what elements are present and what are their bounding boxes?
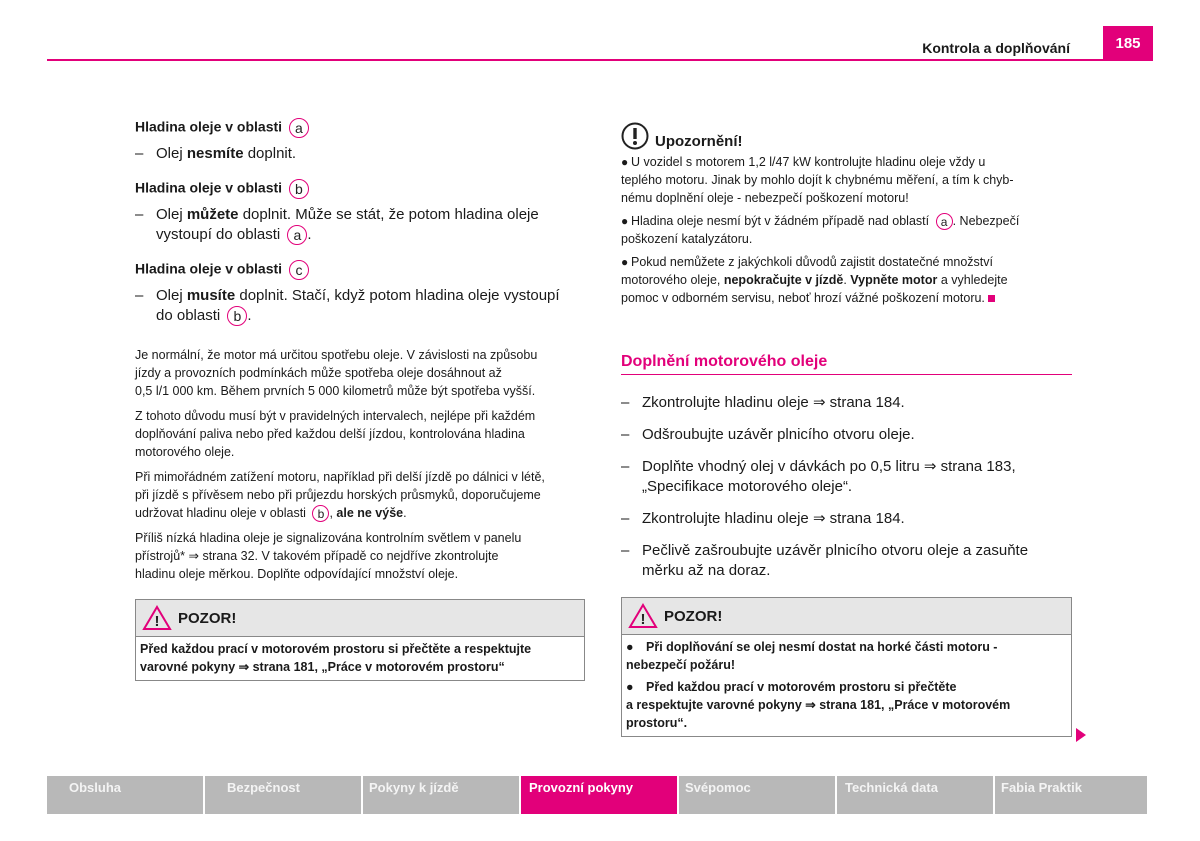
step-item: – Odšroubujte uzávěr plnicího otvoru oleje.: [621, 426, 915, 444]
nav-tab-technicka-data[interactable]: Technická data: [837, 776, 993, 814]
page-number: 185: [1103, 26, 1153, 60]
paragraph-load: Při mimořádném zatížení motoru, například při delší jízdě po dálnici v létě, při jízdě s přívěsem nebo při průjezdu horských průsmyků, doporučujeme udržovat hladinu oleje v oblasti b , ale ne výše.: [135, 470, 545, 521]
warning-text: Před každou prací v motorovém prostoru si přečtěte a respektujte varovné pokyny ⇒ strana 181, „Práce v motorovém prostoru“: [140, 642, 532, 675]
level-a-heading: Hladina oleje v oblasti a: [135, 118, 585, 138]
steps-list: [621, 393, 1072, 581]
step-item: – Doplňte vhodný olej v dávkách po 0,5 litru ⇒ strana 183, „Specifikace motorového oleje“.: [621, 458, 1016, 496]
nav-tab-fabia-praktik[interactable]: Fabia Praktik: [995, 776, 1147, 814]
nav-tab-svepomoc[interactable]: Svépomoc: [679, 776, 835, 814]
warning-header: ! POZOR!: [136, 600, 584, 637]
notice-bullet-2: ● Hladina oleje nesmí být v žádném případě nad oblastí a . Nebezpečí: [621, 214, 1020, 229]
paragraph-interval: Z tohoto důvodu musí být v pravidelných intervalech, nejlépe při každém doplňování paliva nebo před každou delší jízdou, kontrolována hladina motorového oleje.: [135, 409, 536, 460]
nav-tab-provozni-pokyny[interactable]: Provozní pokyny: [521, 776, 677, 814]
right-column: Upozornění! ● U vozidel s motorem 1,2 l/47 kW kontrolujte hladinu oleje vždy u teplého motoru. Jinak by mohlo dojít k chybnému měření, a tím k chyb- nému doplnění oleje - nebezpečí poškození motoru! ● Hladina oleje nesmí být v žádném případě nad oblastí a . Nebezpečí poškození katalyzátoru. ● Pokud nemůžete z jakýchkoli důvodů zajistit dostatečné množství motorového oleje, nepokračujte v jízdě. Vypněte motor a vyhledejte pomoc v odborném servisu, neboť hrozí vážné poškození motoru. Doplnění motorového oleje – Zkontrolujte hladinu oleje ⇒ strana 184. – Odšroubujte uzávěr plnicího otvoru oleje. – Doplňte vhodný olej v dávkách po 0,5 litru ⇒ strana 183, „Specifikace motorového oleje“. – Zkontrolujte hladinu oleje ⇒ strana 184. – Pečlivě zašroubujte uzávěr plnicího otvoru oleje a zasuňte měrku až na doraz. ! POZOR! ● Při doplňování se olej nesmí dostat na horké části motoru - nebezpečí požáru! ● Před každou prací v motorovém prostoru si přečtěte a respektujte varovné pokyny ⇒ strana 181, „Práce v motorovém prostoru“.: [621, 122, 1072, 737]
step-item: – Pečlivě zašroubujte uzávěr plnicího otvoru oleje a zasuňte měrku až na doraz.: [621, 542, 1029, 580]
end-square-icon: [988, 295, 995, 302]
notice-bullet-1: ● U vozidel s motorem 1,2 l/47 kW kontrolujte hladinu oleje vždy u: [621, 155, 986, 169]
exclamation-circle-icon: [621, 122, 649, 150]
left-column: [135, 118, 585, 681]
paragraph-warning-light: Příliš nízká hladina oleje je signalizována kontrolním světlem v panelu přístrojů* ⇒ strana 32. V takovém případě co nejdříve zkontrolujte hladinu oleje měrkou. Doplňte odpovídající množství oleje.: [135, 531, 522, 582]
marker-c: c: [289, 260, 309, 280]
level-b-item: – Olej můžete doplnit. Může se stát, že potom hladina oleje vystoupí do oblasti a .: [135, 206, 539, 244]
warning-text: ● Při doplňování se olej nesmí dostat na horké části motoru - nebezpečí požáru! ● Před každou prací v motorovém prostoru si přečtěte a respektujte varovné pokyny ⇒ strana 181, „Práce v motorovém prostoru“.: [626, 640, 1011, 731]
header-rule: [47, 59, 1153, 61]
marker-a: a: [289, 118, 309, 138]
next-page-arrow-icon[interactable]: [1076, 728, 1086, 742]
svg-text:!: !: [154, 613, 160, 631]
notice-heading: Upozornění!: [621, 122, 1072, 150]
chapter-title: Kontrola a doplňování: [922, 40, 1070, 56]
warning-box-left: [135, 599, 585, 681]
notice-bullet-3: ● Pokud nemůžete z jakýchkoli důvodů zajistit dostatečné množství: [621, 255, 993, 270]
marker-b: b: [289, 179, 309, 199]
svg-text:!: !: [640, 611, 646, 629]
nav-tab-obsluha[interactable]: Obsluha: [47, 776, 203, 814]
warning-triangle-icon: [628, 603, 658, 629]
chapter-nav: [47, 776, 1147, 814]
warning-triangle-icon: [142, 605, 172, 631]
nav-tab-bezpecnost[interactable]: Bezpečnost: [205, 776, 361, 814]
paragraph-consumption: Je normální, že motor má určitou spotřebu oleje. V závislosti na způsobu jízdy a provozních podmínkách může spotřeba oleje dosáhnout až 0,5 l/1 000 km. Během prvních 5 000 kilometrů může být spotřeba vyšší.: [135, 348, 538, 399]
warning-header: ! POZOR!: [622, 598, 1071, 635]
step-item: – Zkontrolujte hladinu oleje ⇒ strana 184.: [621, 394, 905, 412]
level-c-item: – Olej musíte doplnit. Stačí, když potom hladina oleje vystoupí do oblasti b .: [135, 287, 560, 325]
level-c-heading: Hladina oleje v oblasti c: [135, 260, 585, 280]
nav-tab-pokyny-k-jizde[interactable]: Pokyny k jízdě: [363, 776, 519, 814]
level-a-item: – Olej nesmíte doplnit.: [135, 145, 297, 162]
section-title: Doplnění motorového oleje: [621, 353, 1072, 375]
level-b-heading: Hladina oleje v oblasti b: [135, 179, 585, 199]
step-item: – Zkontrolujte hladinu oleje ⇒ strana 184.: [621, 510, 905, 528]
warning-box-right: [621, 597, 1072, 737]
